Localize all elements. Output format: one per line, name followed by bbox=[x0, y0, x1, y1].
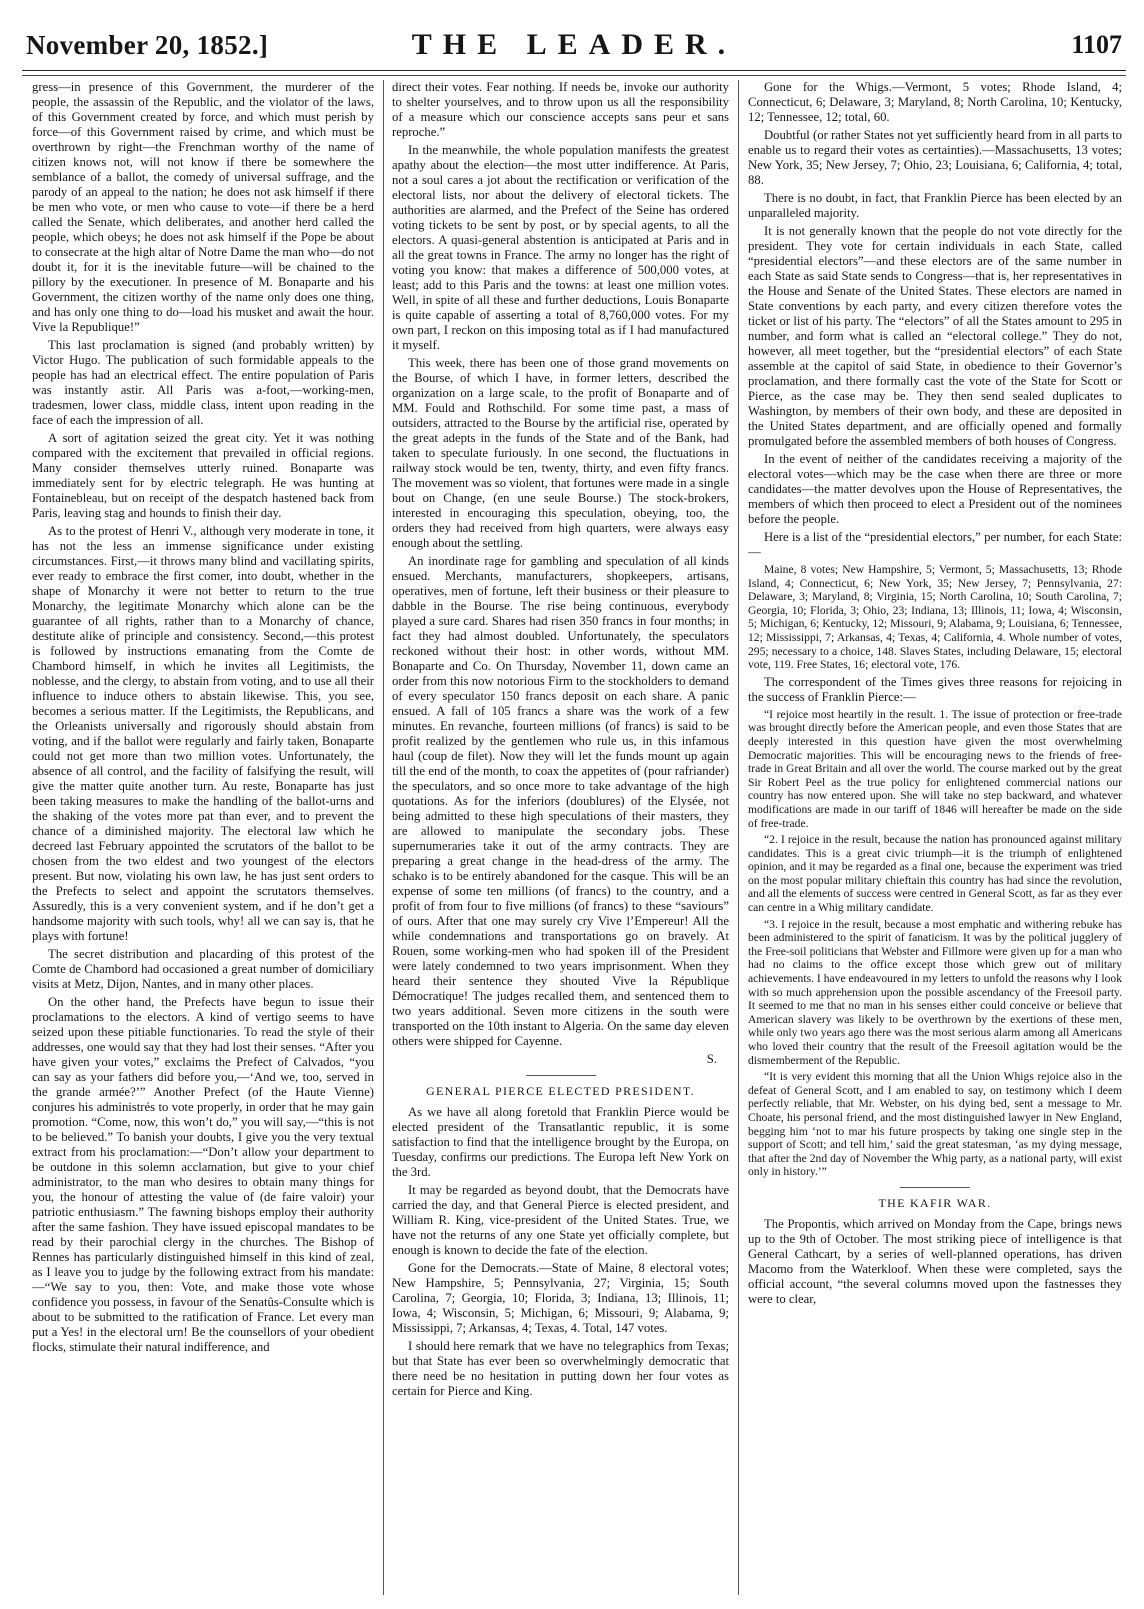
paragraph: A sort of agitation seized the great city. Yet it was nothing compared with the excitement that prevailed in official regions. Many consider themselves utterly ruined. Bonaparte was immediately sent for by electric telegraph. He was hunting at Fontainebleau, but on receipt of the despatch hastened back from Paris, leaving stag and hounds to finish their day. bbox=[32, 431, 374, 520]
paragraph: The secret distribution and placarding of this protest of the Comte de Chambord had occasioned a great number of domiciliary visits at Metz, Dijon, Nantes, and in many other places. bbox=[32, 947, 374, 991]
paragraph: It is not generally known that the people do not vote directly for the president. They vote for certain individuals in each State, called “presidential electors”—and these electors are of the same number in each State as said State sends to Congress—that is, her representatives in the House and Senate of the United States. These electors are named in State conventions by each party, and every citizen therefore votes the ticket or list of his party. The “electors” of all the States amount to 295 in number, and form what is called an “electoral college.” They do not, however, all meet together, but the “presidential electors” of each State assemble at the capitol of said State, in obedience to their Governor’s proclamation, and there formally cast the vote of the State for Scott or Pierce, as the case may be. They then send sealed duplicates to Washington, by members of their own body, and these are deposited in the United States department, and are officially opened and formally promulgated before the assembled members of both houses of Congress. bbox=[748, 224, 1122, 448]
section-heading: THE KAFIR WAR. bbox=[748, 1187, 1122, 1211]
paragraph: Here is a list of the “presidential electors,” per number, for each State:— bbox=[748, 530, 1122, 559]
paragraph: There is no doubt, in fact, that Franklin Pierce has been elected by an unparalleled majority. bbox=[748, 191, 1122, 220]
column-2 bbox=[392, 80, 729, 1595]
quote-paragraph: “3. I rejoice in the result, because a most emphatic and withering rebuke has been administered to the spirit of fanaticism. It was by the political jugglery of the Free-soil politicians that Webster and Fillmore were given up for a man who had no claims to the office except those which grew out of military achievements. I have endeavoured in my letters to unfold the reasons why I look with so much apprehension upon the possible ascendancy of the Freesoil party. It seemed to me that no man in his senses either could conceive or believe that American slavery was likely to be overthrown by the exertions of these men, while only two years ago there was the most serious alarm among all Americans who loved their country that the result of the Freesoil agitation would be the dismemberment of the Republic. bbox=[748, 917, 1122, 1067]
header-rule bbox=[22, 70, 1126, 71]
paragraph: The correspondent of the Times gives three reasons for rejoicing in the success of Franklin Pierce:— bbox=[748, 674, 1122, 704]
column-1 bbox=[32, 80, 374, 1595]
paragraph: This week, there has been one of those grand movements on the Bourse, of which I have, in former letters, described the organization on a large scale, to the profit of Bonaparte and of MM. Fould and Rothschild. For some time past, a mass of outsiders, attracted to the Bourse by the artificial rise, operated by the great adepts in the funds of the State and of the Bank, had taken to speculate furiously. In one second, the fluctuations in railway stock would be ten, twenty, thirty, and even fifty francs. The movement was so violent, that fortunes were made in a single bout on Change, (en une seule Bourse.) The stock-brokers, interested in encouraging this speculation, obeying, too, the orders they had received from high quarters, were always easy enough about the settling. bbox=[392, 356, 729, 550]
paragraph: I should here remark that we have no telegraphics from Texas; but that State has ever been so overwhelmingly democratic that there need be no hesitation in putting down her four votes as certain for Pierce and King. bbox=[392, 1339, 729, 1398]
paragraph: Gone for the Democrats.—State of Maine, 8 electoral votes; New Hampshire, 5; Pennsylvania, 27; Virginia, 15; South Carolina, 7; Georgia, 10; Florida, 3; Indiana, 13; Illinois, 11; Iowa, 4; Wisconsin, 5; Michigan, 6; Missouri, 9; Alabama, 9; Mississippi, 7; Arkansas, 4; Texas, 4. Total, 147 votes. bbox=[392, 1261, 729, 1335]
paragraph: Maine, 8 votes; New Hampshire, 5; Vermont, 5; Massachusetts, 13; Rhode Island, 4; Connecticut, 6; New York, 35; New Jersey, 7; Pennsylvania, 27: Delaware, 3; Maryland, 8; Virginia, 15; North Carolina, 10; South Carolina, 7; Georgia, 10; Florida, 3; Ohio, 23; Indiana, 13; Illinois, 11; Iowa, 4; Wisconsin, 5; Michigan, 6; Kentucky, 12; Missouri, 9; Alabama, 9; Louisiana, 6; Tennessee, 12; Mississippi, 7; Arkansas, 4; Texas, 4; California, 4. Whole number of votes, 295; necessary to a choice, 148. Slaves States, including Delaware, 15; electoral vote, 119. Free States, 16; electoral vote, 176. bbox=[748, 563, 1122, 672]
header-date: November 20, 1852.] bbox=[26, 30, 269, 60]
paragraph: Gone for the Whigs.—Vermont, 5 votes; Rhode Island, 4; Connecticut, 6; Delaware, 3; Maryland, 8; North Carolina, 10; Kentucky, 12; Tennessee, 12; total, 60. bbox=[748, 80, 1122, 124]
times-quotation bbox=[748, 708, 1122, 1179]
page-header bbox=[22, 20, 1126, 70]
paragraph: In the event of neither of the candidates receiving a majority of the electoral votes—which may be the case when there are three or more candidates—the matter devolves upon the House of Representatives, the members of which then proceed to elect a President out of the nominees before the people. bbox=[748, 452, 1122, 526]
column-divider bbox=[738, 80, 739, 1595]
paragraph: Doubtful (or rather States not yet sufficiently heard from in all parts to enable us to regard their votes as certainties).—Massachusetts, 13 votes; New York, 35; New Jersey, 7; Ohio, 23; Louisiana, 6; California, 4; total, 88. bbox=[748, 128, 1122, 187]
paragraph: In the meanwhile, the whole population manifests the greatest apathy about the election—the most utter indifference. At Paris, not a soul cares a jot about the rectification or verification of the electoral lists, nor about the delivery of electoral tickets. The authorities are alarmed, and the Prefect of the Seine has ordered voting tickets to be sent by post, or by special agents, to all the electors. A quasi-general abstention is anticipated at Paris and in all the great towns in France. The army no longer has the right of voting you know: that makes a difference of 500,000 votes, at least; add to this Paris and the towns: at least one million votes. Well, in spite of all these and further deductions, Louis Bonaparte is quite capable of asserting a total of 8,760,000 votes. For my own part, I reckon on this imposing total as if I had manufactured it myself. bbox=[392, 143, 729, 352]
paragraph: It may be regarded as beyond doubt, that the Democrats have carried the day, and that General Pierce is elected president, and William R. King, vice-president of the United States. True, we have not the returns of any one State yet officially complete, but enough is known to decide the fate of the election. bbox=[392, 1183, 729, 1257]
page-number: 1107 bbox=[1071, 30, 1122, 59]
paragraph: direct their votes. Fear nothing. If needs be, invoke our authority to shelter yourselves, and to throw upon us all the responsibility of a measure which our conscience accepts sans peur et sans reproche.” bbox=[392, 80, 729, 139]
paragraph: An inordinate rage for gambling and speculation of all kinds ensued. Merchants, manufacturers, shopkeepers, artisans, operatives, men of fortune, left their business or their pleasure to dabble in the Bourse. The rise being continuous, everybody played a sure card. Shares had risen 350 francs in four months; in fact they had almost doubled. Unfortunately, the speculators reckoned without their host: in other words, without MM. Bonaparte and Co. On Thursday, November 11, down came an order from this now notorious Firm to the stockholders to demand of every speculator 150 francs deposit on each share. A panic ensued. A fall of 105 francs a share was the work of a few minutes. En revanche, fourteen millions (of francs) is said to be profit realized by the gentlemen who rule us, in this infamous haul (coup de filet). Now they will let the funds mount up again till the end of the month, to coax the appetites of (pour rafriander) the speculators, and so once more to take advantage of the high quotations. As for the inferiors (doublures) of the Elysée, not being admitted to these high speculations of their masters, they are allowed to manipulate the secondary jobs. These supernumeraries take it out of the army contracts. They are preparing a great change in the head-dress of the army. The schako is to be entirely abandoned for the casque. This will be an expense of some ten millions (of francs) to the country, and a profit of from four to five millions (of francs) to these “saviours” of ours. After that one may surely cry Vive l’Empereur! All the while condemnations and transportations go on bravely. At Rouen, some working-men who had spoken ill of the President were lately condemned to two years imprisonment. When they heard their sentence they shouted Vive la République Démocratique! The judges recalled them, and sentenced them to two years additional. Seven more citizens in the south were transported on the 10th instant to Algeria. On the same day eleven others were shipped for Cayenne. bbox=[392, 554, 729, 1048]
newspaper-title: THE LEADER. bbox=[411, 28, 737, 61]
quote-paragraph: “2. I rejoice in the result, because the nation has pronounced against military candidates. This is a great civic triumph—it is the triumph of enlightened opinion, and it may be regarded as a final one, because the experiment was tried on the most popular military chieftain this country has had since the revolution, and all the elements of success were centred in General Scott, as far as they ever can centre in a Whig military candidate. bbox=[748, 833, 1122, 915]
electors-list bbox=[748, 563, 1122, 672]
paragraph: gress—in presence of this Government, the murderer of the people, the assassin of the Republic, and the violator of the laws, of this Government created by force, and which must perish by force—of this Government raised by crime, and which must be overthrown by right—the Frenchman worthy of the name of citizen knows not, will not know if there be somewhere the semblance of a ballot, the comedy of universal suffrage, and the parody of an appeal to the nation; he does not ask himself if there be men who vote, or men who cause to vote—if there be a herd called the Senate, which deliberates, and another herd called the people, which obeys; he does not ask himself if the Pope be about to consecrate at the high altar of Notre Dame the man who—do not doubt it, for it is the inevitable future—will be chained to the pillory by the executioner. In presence of M. Bonaparte and his Government, the citizen worthy of the name only does one thing, and has only one thing to do—load his musket and await the hour. Vive la Republique!” bbox=[32, 80, 374, 334]
quote-paragraph: “It is very evident this morning that all the Union Whigs rejoice also in the defeat of General Scott, and I am enabled to say, on testimony which I deem perfectly reliable, that Mr. Webster, on his dying bed, sent a message to Mr. Choate, his personal friend, and the most distinguished lawyer in New England, begging him ‘not to mar his future prospects by taking one single step in the support of Scott; and tell him,’ said the great statesman, ‘as my dying message, that after the 2nd day of November the Whig party, as a national party, will exist only in history.’” bbox=[748, 1070, 1122, 1179]
paragraph: On the other hand, the Prefects have begun to issue their proclamations to the electors. A kind of vertigo seems to have seized upon these pitiable functionaries. To read the style of their addresses, one would say that they had lost their senses. “After you have given your votes,” exclaims the Prefect of Calvados, “you can say as your fathers did before you,—‘And we, too, served in the grande armée?’” Another Prefect (of the Haute Vienne) conjures his administrés to vote properly, in order that he may gain promotion. “Come, now, this won’t do,” you will say,—“this is not to be believed.” To banish your doubts, I give you the very textual extract from his proclamation:—“Don’t allow your department to be outdone in this solemn acclamation, but give to your chief administrator, to the man who desires to obtain many things for you, the honour of attesting the value of (de faire valoir) your patriotic enthusiasm.” The fawning bishops employ their authority after the same fashion. They have issued episcopal mandates to be read by their parochial clergy in the churches. The Bishop of Rennes has particularly distinguished himself in this kind of zeal, as I leave you to judge by the following extract from his mandate:—“We say to you, then: Vote, and make those vote whose confidence you possess, in favour of the Senatûs-Consulte which is about to be submitted to the ratification of France. Let every man put a Yes! in the electoral urn! Be the counsellors of your obedient flocks, stimulate their natural indifference, and bbox=[32, 995, 374, 1354]
header-rule-secondary bbox=[22, 75, 1126, 76]
newspaper-page bbox=[22, 20, 1126, 1595]
column-divider bbox=[383, 80, 384, 1595]
quote-paragraph: “I rejoice most heartily in the result. 1. The issue of protection or free-trade was brought directly before the American people, and even those States that are deeply interested in this question have given the most overwhelming Democratic majorities. This will be encouraging news to the friends of free-trade in Great Britain and all over the world. The course marked out by the great Sir Robert Peel as the true policy for enlightened commercial nations our country has now entered upon. She will take no step backward, and whatever modifications are made in our tariff of 1846 will hereafter be made on the side of free-trade. bbox=[748, 707, 1122, 830]
section-heading: GENERAL PIERCE ELECTED PRESIDENT. bbox=[392, 1075, 729, 1099]
paragraph: As we have all along foretold that Franklin Pierce would be elected president of the Transatlantic republic, it is some satisfaction to find that the intelligence brought by the Europa, on Tuesday, confirms our predictions. The Europa left New York on the 3rd. bbox=[392, 1105, 729, 1179]
column-3 bbox=[748, 80, 1122, 1595]
columns bbox=[22, 80, 1126, 1595]
signature: S. bbox=[706, 1052, 717, 1066]
paragraph: The Propontis, which arrived on Monday from the Cape, brings news up to the 9th of October. The most striking piece of intelligence is that General Cathcart, by a series of well-planned operations, has driven Macomo from the Waterkloof. When these were completed, says the official account, “the several columns moved upon the fastnesses they were to clear, bbox=[748, 1216, 1122, 1306]
paragraph: This last proclamation is signed (and probably written) by Victor Hugo. The publication of such formidable appeals to the people has had an electrical effect. The entire population of Paris was instantly astir. All Paris was a-foot,—working-men, tradesmen, lower class, middle class, intent upon reading in the face of each the impression of all. bbox=[32, 338, 374, 427]
paragraph: As to the protest of Henri V., although very moderate in tone, it has not the less an immense significance under existing circumstances. First,—it throws many blind and vacillating spirits, ever ready to embrace the first comer, into doubt, whether in the shape of Monarchy it were not better to return to the true Monarchy, the legitimate Monarchy which alone can be the guarantee of all rights, rather than to a Monarchy of chance, destitute alike of principle and consistency. Second,—this protest is followed by instructions emanating from the Comte de Chambord himself, in which he invites all Legitimists, the noblesse, and the clergy, to abstain from voting, and to use all their influence to induce others to abstain likewise. This, you see, becomes a serious matter. If the Legitimists, the Republicans, and the Orleanists universally and rigorously should abstain from voting, and if the ballot were regularly and fairly taken, Bonaparte could not get more than two million votes. Unfortunately, the absence of all control, and the facility of falsifying the result, will give the matter quite another turn. Au reste, Bonaparte has just been taking measures to make the handling of the ballot-urns and the shaking of the votes more pat than ever, and to prevent the chance of a diminished majority. The electoral law which he decreed last February appointed the scrutators of the ballot to be chosen from the two eldest and two youngest of the electors present. But now, violating his own law, he has just sent orders to the Prefects to select and appoint the scrutators themselves. Assuredly, this is a very convenient system, and if he don’t get a handsome majority with such tools, why! all we can say is, that he plays with fortune! bbox=[32, 524, 374, 943]
